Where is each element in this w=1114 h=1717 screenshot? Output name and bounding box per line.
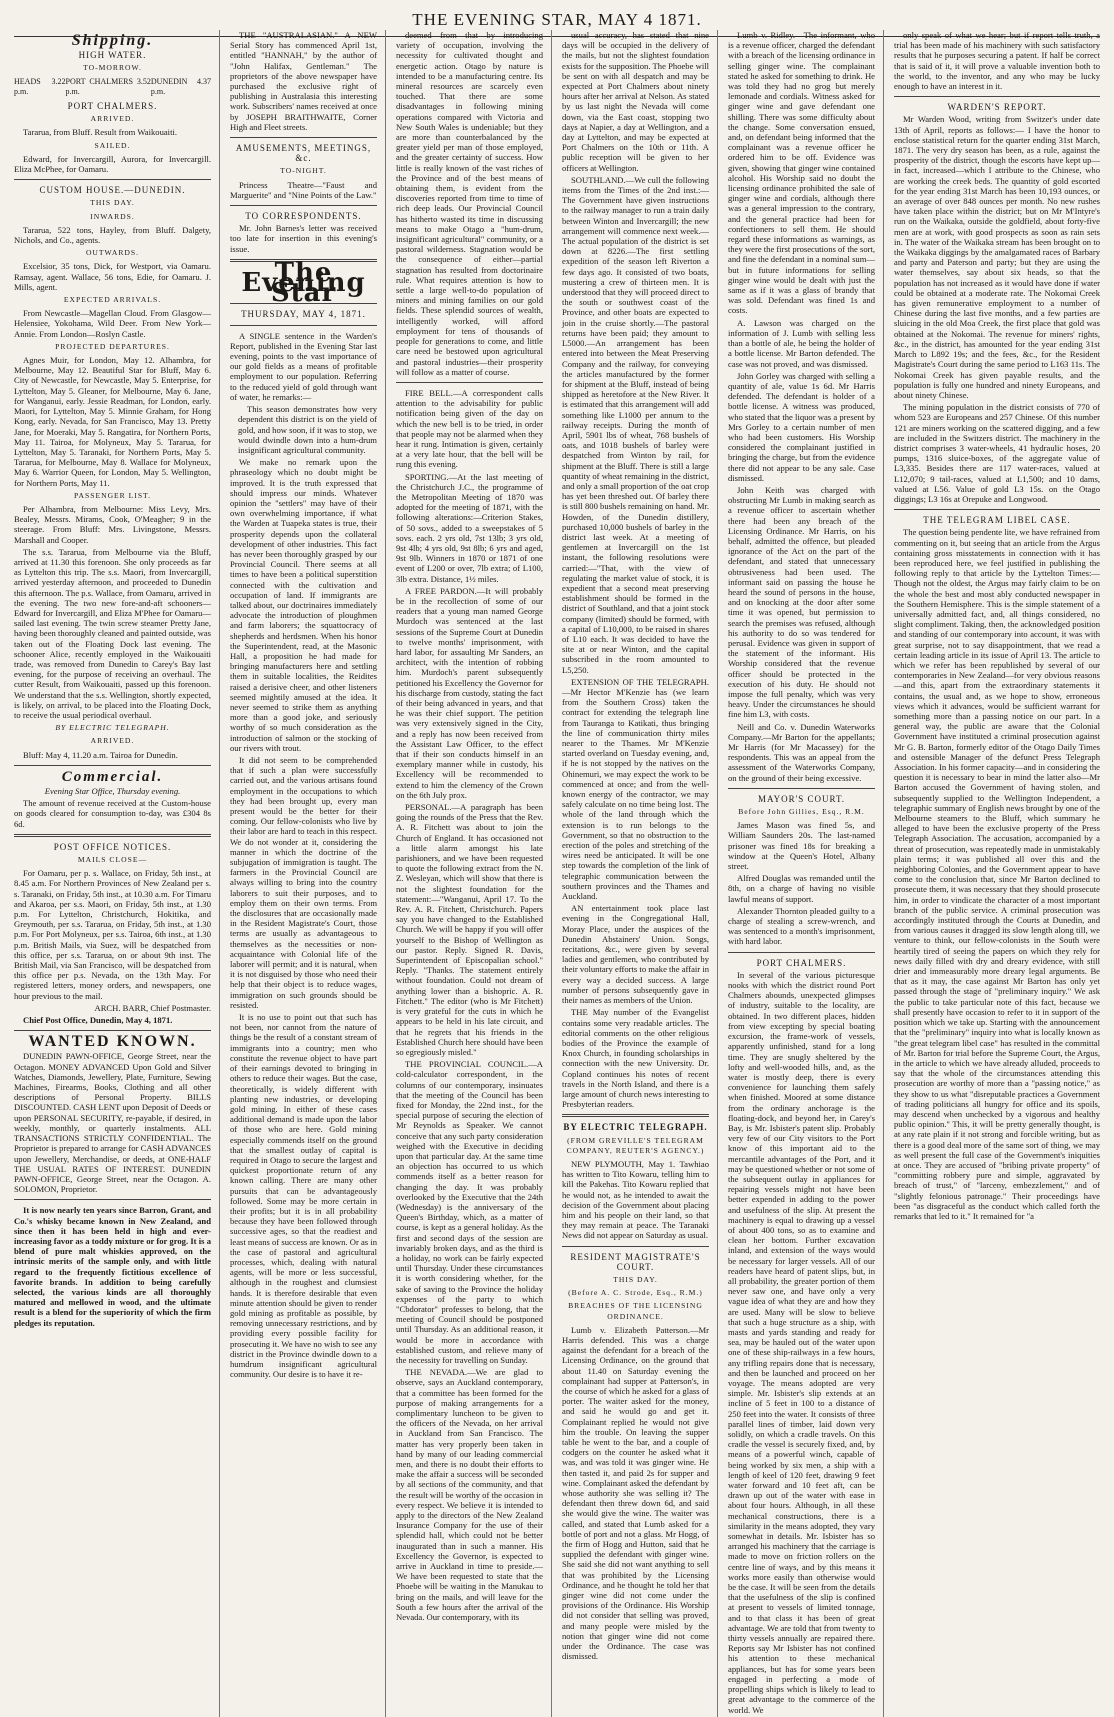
local-news-item: AN entertainment took place last evening in the Congregational Hall, Moray Place, under the auspices of the Dunedin Abstainers' Union. Songs, recitations, &c., were given by several ladies and gentlemen, who contributed by their voluntary efforts to make the affair in every way a decided success. A large number of persons subsequently gave in their names as members of the Union. — [562, 903, 709, 1006]
wanted-heading: WANTED KNOWN. — [28, 1033, 197, 1051]
tide-times — [14, 77, 211, 97]
divider — [14, 1199, 211, 1200]
passenger-text: Per Alhambra, from Melbourne: Miss Levy, Mrs. Bealey, Messrs. Mirams, Cook, O'Meagher; 9 in the steerage. From Bluff: Mrs. Livingstone, Messrs. Marshall and Cooper. — [14, 503, 211, 545]
port-chalmers-continued: only speak of what we hear; but if report tells truth, a trial has been made of his machinery with such satisfactory results that he purposes securing a patent. If half be correct that is said of it, it will prove a valuable invention both to the world, to the inventor, and any who may be lucky enough to have an interest in it. — [894, 30, 1100, 92]
sailed-label: SAILED. — [94, 140, 131, 150]
dateline: THURSDAY, MAY 4, 1871. — [241, 309, 366, 320]
divider — [14, 765, 211, 766]
divider — [728, 952, 875, 953]
telegraph-source: (FROM GREVILLE'S TELEGRAM COMPANY, REUTER'S AGENCY.) — [566, 1135, 705, 1155]
local-news-item: SPORTING.—At the last meeting of the Christchurch J.C., the programme of the Metropolitan Meeting of 1870 was adopted for the meeting of 1871, with the following alterations:—Criterion Stakes, of 50 sovs., added to a sweepstakes of 5 sovs. each. 2 yrs old, 7st 13lb; 3 yrs old, 9st 4lb; 4 yrs old, 9st 8lb; 6 yrs and aged, 9st 9lb. Winners in 1870 or 1871 of one event of L200 or over, 7lb extra; of L100, 3lb extra. Distance, 1½ miles. — [396, 471, 543, 584]
court-item: John Keith was charged with obstructing Mr Lumb in making search as a revenue officer to ascertain whether there had been any breach of the Licensing Ordinance. Mr Harris, on his behalf, admitted the offence, but pleaded ignorance of the Act on the part of the defendant, and stated that unnecessary obtrusiveness had been used. The informant said on passing the house he heard the sound of persons in the house, and on knocking at the door after some time it was opened, but permission to search the premises was refused, although his authority to do so was tendered for perusal. Evidence was given in support of the statement of the informant. His Worship considered that the revenue officer should be protected in the execution of his duty. He should not impose the full penalty, which was very heavy. Under the circumstances he should fine him L3, with costs. — [728, 484, 875, 720]
arrived-label: ARRIVED. — [90, 114, 135, 124]
correspondents-text: Mr. John Barnes's letter was received too late for insertion in this evening's issue. — [230, 223, 377, 254]
court-item: John Gorley was charged with selling a quantity of ale, value 1s 6d. Mr Harris defended. The defendant is holder of a bottle license. A witness was produced, who stated that the liquor was a present by Mrs Gorley to a certain number of men who had been customers. His Worship considered the complainant justified in bringing the charge, but from the evidence there did not appear to be any sale. Case dismissed. — [728, 370, 875, 483]
column-1 — [14, 30, 220, 1717]
masthead: THE EVENING STAR, MAY 4 1871. — [14, 0, 1100, 37]
expected-text: From Newcastle—Magellan Cloud. From Glasgow—Helensiee, Yokohama, Wild Deer. From New York—Annie. From London—Roslyn Castle. — [14, 308, 211, 339]
divider — [230, 137, 377, 138]
telegraph-text: NEW PLYMOUTH, May 1. Tawhiao has written to Tito Kowaru, telling him to kill the Pakehas. Tito Kowaru replied that he would not, as he intended to await the decision of the Government about placing him and his people on their land, so that they may remain at peace. The Taranaki News did not appear on Saturday as usual. — [562, 1158, 709, 1241]
nameplate: The Evening Star — [241, 257, 366, 309]
divider — [14, 1030, 211, 1031]
warden-heading: WARDEN'S REPORT. — [947, 102, 1047, 113]
projected-label: PROJECTED DEPARTURES. — [55, 341, 170, 351]
warden-text: Mr Warden Wood, writing from Switzer's under date 13th of April, reports as follows:— I have the honor to enclose statistical return for the quarter ending 31st March, 1871. The very dry season has been, as a rule, against the prosperity of the district, though the escorts have kept up—in fact, increased—which I attribute to the Chinese, who are working the creek beds. The quantity of gold escorted for the year ending 31st March has been 10,193 ounces, or an average of over 848 ounces per month. No new rushes have taken place within the district; but on Mr M'Intyre's run on the Waikaka, outside the goldfield, about forty-five men are at work, with good prospects as soon as rain sets in. The water of the Waikaka stream has been brought on to the Waikaka diggings by the amalgamated races of Barbary and party and Paterson and party; but they are using the water themselves, say about six heads, so that the population has not increased as it would have done if water could be obtained at a moderate rate. The Nokomai Creek has given remunerative employment to a number of Chinese during the last five months, and a few parties are sluicing in the old Moa Creek, the first place that gold was obtained at the Nokomai. The revenue for miners' rights, &c., in the district, has amounted for the year ending 31st March to L892 19s; and the fees, &c., for the Resident Magistrate's Court during the same period to L163 11s. The Nokomai Creek has given payable results, and the population is fully one hundred and ninety Europeans, and about ninety Chinese. — [894, 114, 1100, 400]
editorial-paragraph: deemed from that by introducing variety of occupation, involving the necessity for cultivated thought and energetic action. Otago by nature is intended to be a manufacturing centre. Its mineral resources are scarcely even touched. That there are some disadvantages in following mining operations compared with Victoria and New South Wales is undeniable; but they are more than counterbalanced by the greater yield per man of those employed, and the greater certainty of success. How little is really known of the vast riches of the Province and of the best means of obtaining them, is evident from the discoveries reported from time to time of rich deep leads. Our Provincial Council has hitherto wasted its time in discussing means to make Otago a "hum-drum, insignificant agricultural" community, or a pastoral wilderness. Stagnation would be the consequence of either—partial stagnation has resulted from doctorinaire rule. What requires attention is how to settle a large well-to-do population of miners and mining families on our gold fields. These splendid sources of wealth, intelligently worked, will afford employment for tens of thousands of people for generations to come, and little care need be bestowed upon agricultural and pastoral industries—their prosperity will follow as a matter of course. — [396, 30, 543, 377]
local-news-item: THE NEVADA.—We are glad to observe, says an Auckland contemporary, that a committee has been formed for the purpose of making arrangements for a complimentary luncheon to be given to the officers of the Nevada, on her arrival in Auckland from San Francisco. The matter has very properly been taken in hand by many of our leading commercial men, and there is no doubt their efforts to make the affair a success will be seconded by all sections of the community, and that the result will be worthy of the occasion in every respect. We believe it is intended to apply to the directors of the New Zealand Insurance Company for the use of their splendid hall, which could not be better inaugurated than in such a manner. His Excellency the Governor, is expected to arrive in Auckland in time to preside.—We have been requested to state that the Phoebe will be waiting in the Manukau to bring on the mails, and will leave for the South a few hours after the arrival of the Nevada. Our contemporary, with its — [396, 1367, 544, 1623]
high-water-heading: HIGH WATER. — [78, 50, 147, 61]
outwards-text: Excelsior, 35 tons, Dick, for Westport, via Oamaru. Ramsay, agent. Wallace, 56 tons, Edie, for Oamaru. J. Mills, agent. — [14, 261, 211, 292]
court-item: Alfred Douglas was remanded until the 8th, on a charge of having no visible lawful means of support. — [728, 873, 875, 904]
court-item: Lumb v. Ridley.—The informant, who is a revenue officer, charged the defendant with a breach of the licensing ordinance in selling ginger wine. The complainant stated he asked for something to drink. He was told they had no grog but merely lemonade and cordials. Witness asked for ginger wine and gave defendant one shilling. There was some difficulty about the change. Some conversation ensued, and, on defendant being informed that the complainant was a revenue officer he ordered him to be off. Evidence was given, showing that ginger wine contained alcohol. His Worship said no doubt the licensing ordinance prohibited the sale of ginger wine and cordials, although there was a general impression to the contrary, and the general practice had been for confectioners to sell them. He should regard these informations as warnings, as they were the first prosecutions of the sort, and fine the defendant in a nominal sum—but in future informations for selling ginger wine would be dealt with just the same as if it was a glass of brandy that was sold. Defendant was fined 1s and costs. — [728, 30, 876, 316]
local-news-item: THE PROVINCIAL COUNCIL.—A cold-calculator correspondent, in the columns of our contemporary, insinuates that the meeting of the Council has been fixed for Monday, the 22nd inst., for the special purpose of securing the election of Mr Reynolds as Speaker. We cannot conceive that any such party consideration weighed with the Executive in deciding upon that particular day. At the same time an objection has occurred to us which commends itself as a better reason for changing the day. It was probably overlooked by the Executive that the 24th (Wednesday) is the anniversary of the Queen's Birthday, which, as a matter of course, is kept as a general holiday. As the first and second days of the session are invariably broken days, and as the third is a holiday, no work can be fairly expected until Thursday. Under these circumstances it is worth considering whether, for the sake of saving to the Province the holiday expenses of the party to which "Cbdorator" professes to belong, that the meeting of Council should be postponed until Thursday. As an additional reason, it would be more in accordance with established custom, and relieve many of the necessity for travelling on Sunday. — [396, 1059, 543, 1365]
divider — [230, 325, 377, 326]
divider — [562, 1246, 709, 1247]
divider — [894, 96, 1100, 97]
post-office-footer: Chief Post Office, Dunedin, May 4, 1871. — [23, 1015, 173, 1026]
local-news-item: SOUTHLAND.—We cull the following items from the Times of the 2nd inst.:—The Government have given instructions to the railway manager to run a train daily between Winton and Invercargill; the new arrangement will commence next week.—The actual population of the district is set down at 8226.—The first settling expedition of the season left Riverton a few days ago. It consisted of two boats, mustering a crew of thirteen men. It is understood that they will proceed direct to the south or southwest coast of the Province, and other boats are expected to join in the cruise shortly.—The pastoral returns have been paid; they amount to L5000.—An arrangement has been entered into between the Meat Preserving Company and the railway, for conveying the articles manufactured by the former for shipment at the Bluff, instead of being shipped as heretofore at the New River. It is estimated that this arrangement will add something like L1000 per annum to the railway receipts. During the month of April, 5901 lbs of wheat, 768 bushels of oats, and 1018 bushels of barley were despatched from Winton by rail, for shipment at the Bluff. There is still a large quantity of wheat remaining in the district, and only a small proportion of the oat crop has yet been threshed out. Of barley there is still 800 bushels remaining on hand. Mr. Howden, of the Dunedin distillery, purchased 10,000 bushels of barley in the district last week. At a meeting of gentlemen at Invercargill on the 1st instant, the following resolutions were carried:—"That, with the view of regulating the market value of stock, it is expedient that a second meat preserving establishment should be formed in the district of Southland, and that a joint stock company (limited) should be formed, with a capital of L10,000, to be raised in shares of L10 each. It was decided to have the site at or near Winton, and the capital subscribed in the room amounted to L5,250. — [562, 174, 710, 675]
post-office-heading: POST OFFICE NOTICES. — [53, 841, 172, 852]
local-news-item: FIRE BELL.—A correspondent calls attention to the advisability for public notification being given of the day on which the new bell is to be tried, in order that people may not be alarmed when they hear it rung. Intimation is given, certainly at a very late hour, that the bell will be rung this evening. — [396, 387, 543, 470]
port-chalmers-text: In several of the various picturesque nooks with which the district round Port Chalmers abounds, unexpected glimpses of industry, suitable to the locality, are obtained. In two different places, hidden from view excepting by special boating excursion, the frame-work of vessels, apparently unfinished, stand for a long time. They are snugly sheltered by the lofty and well-wooded hills, and, as the water is mostly deep, there is every convenience for launching them safely when finished. Moored at some distance from the ordinary anchorage is the floating-dock, and beyond her, in Carey's Bay, is Mr. Isbister's patent slip. Probably very few of our City visitors to the Port know of this important aid to the mercantile advantages of the Port, and it may be questioned whether or not some of the subsequent outlay in appliances for repairing vessels might not have been better expended in adding to the power and usefulness of the slip. At present the machinery is equal to drawing up a vessel of about 400 tons, so as to examine and clean her bottom. Further excavation inland, and extension of the ways would be necessary for larger vessels. All of our readers have heard of patent slips, but, in all probability, the greater portion of them never saw one, and have only a very vague idea of what they are and how they are used. Many will be slow to believe that such a huge structure as a ship, with masts and yards standing and ready for sea, may be hauled out of the water upon one of these ship-railways in a few hours, any trifling repairs done that is necessary, and then be launched and proceed on her voyage. The means adopted are very simple. Mr. Isbister's slip extends at an incline of 5 feet in 100 to a distance of 250 feet into the water. It consists of three parallel lines of timber, laid down very solidly, on which a cradle travels. On this cradle the vessel is securely fixed, and, by means of a powerful winch, capable of being worked by six men, a ship with a length of keel of 120 feet, drawing 9 feet water forward and 10 feet aft, can be drawn up out of the water with ease in about four hours. Although, in all these mechanical constructions, there is a similarity in the means adopted, they vary somewhat in details. Mr. Isbister has so arranged his machinery that the carriage is made to move on friction rollers on the centre line of ways, and by this means it works more easily than otherwise would be the case. It will be seen from the details that the usefulness of the slip is confined at present to vessels of limited tonnage, and to that class it has been of great advantage. We are told that from twenty to thirty vessels annually are repaired there. Reports say Mr Isbister has not confined his attention to these mechanical appliances, but has for some years been engaged in perfecting a mode of propelling ships which is likely to lead to great advantage to the commerce of the world. We — [728, 969, 875, 1715]
telegraph-arrived-label: ARRIVED. — [90, 736, 135, 746]
shipping-news: The s.s. Tararua, from Melbourne via the Bluff, arrived at 11.30 this forenoon. She only proceeds as far as Lyttelton this trip. The s.s. Maori, from Invercargill, arrived yesterday afternoon, and proceeded to Dunedin this afternoon. The p.s. Wallace, from Oamaru, arrived in the evening. The two new fore-and-aft schooners—Edward for Invercargill, and Eliza M'Phee for Oamaru—sailed last evening. The twin screw steamer Pretty Jane, having been thoroughly cleaned and painted outside, was taken out of the Floating Dock last evening. The schooner Alice, recently employed in the Waikouaiti trade, was removed from Dunedin to Carey's Bay last evening, for the purpose of receiving an overhaul. The cutter Result, from Waikouaiti, passed up this forenoon. We understand that the s.s. Wellington, shortly expected, is likely, on arrival, to be placed into the Floating Dock, to receive the usual periodical overhaul. — [14, 546, 211, 720]
australasian-ad: THE "AUSTRALASIAN." A NEW Serial Story has commenced April 1st, entitled "HANNAH," by the author of "John Halifax, Gentleman." The proprietors of the above newspaper have purchased the exclusive right of publishing in Australasia this interesting work. Subscribers' names received at once by JOSEPH BRAITHWAITE, Corner High and Fleet streets. — [230, 30, 377, 132]
editorial-paragraph: This season demonstrates how very dependent this district is on the yield of gold, and how soon, if it was to stop, we would dwindle down into a hum-drum insignificant agricultural community. — [238, 404, 377, 455]
column-5 — [728, 30, 884, 1717]
divider — [894, 509, 1100, 510]
editorial-paragraph: It is no use to point out that such has not been, nor cannot from the nature of things be the result of a constant stream of immigrants into a country; men who constitute the revenue object to have part of their earnings devoted to bringing in others to reduce their wages. But the case, theoretically, is widely different with planting new industries, or developing gold mining. In either of these cases additional demand is made upon the labor of those who are here. Gold mining especially commends itself on the ground that the smallest outlay of capital is required in Otago to secure the largest and quickest proportionate return of any known calling. There are many other pursuits that can be advantageously followed. Some may be more certain in their profits; but it is in all probability because they have been followed through successive ages, so that the readiest and least means of success are known. Or as in the case of pastoral and agricultural processes, which, dealing with natural agents, will be more or less successful, although in the roughest and clumsiest hands. It is therefore desirable that even minute attention should be given to render gold mining as profitable as possible, by removing unnecessary restrictions, and by providing every possible facility for prosecuting it. We have no wish to see any district in the Province dwindle down to a humdrum insignificant agricultural community. Our desire is to have it re- — [230, 1012, 377, 1380]
port-heading: PORT CHALMERS. — [67, 101, 158, 112]
editorial-paragraph: We make no remark upon the phraseology which no doubt might be improved. It is the truth expressed that should impress our minds. Whatever opinion the "settlers" may have of their own overwhelming importance, if what the Warden at Tuapeka states is true, their prosperity depends upon the collateral development of other industries. This fact has never been thoroughly grasped by our Provincial Council. There seems at all times to have been a political superstition connected with the cultivation and occupation of land. If immigrants are talked about, our doctrinaires immediately advocate the introduction of ploughmen and farm laborers; the squattocracy of shepherds and herdsmen. When his honor the Superintendent, read, at the Masonic Hall, a proposition he had made for bringing manufacturers here and settling them in suitable localities, the Reidites raised a derisive cheer, and other listeners seemed mightily amused at the idea. It never seemed to strike them as anything more than a good joke, and seriously worthy of so much consideration as the introduction of salmon or the stocking of our rivers with trout. — [230, 457, 377, 753]
divider — [14, 834, 211, 837]
court-item: Neill and Co. v. Dunedin Waterworks Company.—Mr Barton for the appellants; Mr Harris (for Mr Macassey) for the respondents. This was an appeal from the assessment of the Waterworks Company, on the ground of their being excessive. — [728, 721, 875, 783]
post-office-signature: ARCH. BARR, Chief Postmaster. — [94, 1002, 211, 1013]
inwards-label: INWARDS. — [90, 211, 135, 221]
columns — [14, 30, 1100, 1715]
sailed-text: Edward, for Invercargill, Aurora, for Invercargill. Eliza McPhee, for Oamaru. — [14, 153, 211, 175]
local-news-item: PERSONAL.—A paragraph has been going the rounds of the Press that the Rev. A. R. Fitchett was about to join the Church of England. It has occasioned not a little alarm amongst his late parishioners, and we have been requested to quote the following extract from the N. Z. Wesleyan, which will show that there is not the slightest foundation for the statement:—"Wanganui, April 17. To the Rev. A. R. Fitchett, Christchurch. Papers say you have changed to the Established Church. We will be happy if you will offer yourself to the Bishop of Wellington as our pastor. Reply. Signed R. Davis, Superintendent of Episcopalian school." Reply. "Thanks. The statement entirely without foundation. Could not dream of anything lower than a bishopric. A. R. Fitchett." The editor (who is Mr Fitchett) is very grateful for the cuts in which he appears to be held in his late circuit, and that he regrets that his friends in the Established Church here should have been so egregiously misled." — [396, 802, 543, 1057]
libel-heading: THE TELEGRAM LIBEL CASE. — [923, 515, 1071, 526]
tide-heads: HEADS 3.22 p.m. — [14, 76, 66, 96]
telegraph-ship-text: Bluff: May 4, 11.20 a.m. Tairoa for Dunedin. — [23, 749, 178, 760]
passenger-label: PASSENGER LIST. — [73, 490, 152, 500]
court-item: A. Lawson was charged on the information of J. Lumb with selling less than a bottle of ale, he being the holder of a bottle license. Mr Barton defended. The case was not proved, and was dismissed. — [728, 317, 875, 369]
divider — [14, 179, 211, 180]
column-3 — [396, 30, 552, 1717]
whisky-ad: It is now nearly ten years since Barron, Grant, and Co.'s whisky became known in New Zealand, and since then it has been held in high and ever-increasing favor as a toddy mixture or for grog. It is a blend of pure malt whiskies approved, on the intrinsic merits of the sample only, and with little regard to the frequently fictitious excellence of favorite brands. In addition to being carefully selected, the various kinds are all thoroughly matured and mellowed in wood, and the ultimate result is a blend for the superiority of which the firm pledges its reputation. — [14, 1205, 211, 1328]
local-news-item: usual accuracy, has stated that nine days will be occupied in the delivery of the mails, but not the slightest foundation exists for the supposition. The Phoebe will be sent on with all despatch and may be expected at Port Chalmers about ninety hours after her arrival at Nelson. As stated by us last night the Nevada will come down, via the East coast, stopping two days at Napier, a day at Wellington, and a day at Lyttelton, and may be expected at Port Chalmers on the 10th or 11th. A public reception will be given to her officers at Wellington. — [562, 30, 709, 173]
column-2 — [230, 30, 386, 1717]
wanted-text: DUNEDIN PAWN-OFFICE, George Street, near the Octagon. MONEY ADVANCED Upon Gold and Silver Watches, Diamonds, Jewellery, Plate, Furniture, Sewing Machines, Firearms, Books, Clothing and all other descriptions of Personal Property. BILLS DISCOUNTED. CASH LENT upon Deposit of Deeds or upon PERSONAL SECURITY, re-payable, if desired, in weekly, monthly, or quarterly instalments. ALL TRANSACTIONS STRICTLY CONFIDENTIAL. The Proprietor is prepared to arrange for CASH ADVANCES upon Jewellery, Merchandise, or deeds, at ONE-HALF THE USUAL RATES OF INTEREST. DUNEDIN PAWN-OFFICE, George Street, near the Octagon. A. SOLOMON, Proprietor. — [14, 1051, 211, 1195]
projected-text: Agnes Muir, for London, May 12. Alhambra, for Melbourne, May 12. Beautiful Star for Bluff, May 6. City of Newcastle, for Newcastle, May 5. Enterprise, for Lyttelton, May 5. Gleaner, for Melbourne, May 6. Jane, for Wanganui, early. Jessie Readman, for London, early. Maori, for Lyttelton, May 5. Minnie Graham, for Hong Kong, early. Nevada, for San Francisco, May 13. Pretty Jane, for Moeraki, May 5. Rangatira, for Northern Ports, May 11. Tairoa, for Molyneux, May 5. Tararua, for Lyttelton, May 5. Taranaki, for Northern Ports, May 5. Tararua, for Melbourne, May 8. Wallace for Molyneux, May 6. Warrior Queen, for London, May 5. Wellington, for Northern Ports, May 11. — [14, 355, 211, 488]
expected-label: EXPECTED ARRIVALS. — [63, 295, 162, 305]
commercial-heading: Commercial. — [61, 768, 164, 785]
divider — [728, 788, 875, 789]
telegraph-label: BY ELECTRIC TELEGRAPH. — [55, 723, 170, 733]
magistrate-text: Lumb v. Elizabeth Patterson.—Mr Harris defended. This was a charge against the defendant for a breach of the Licensing Ordinance, on the ground that about 11.40 on Saturday evening the complainant had supper at Patterson's, in the course of which he asked for a glass of porter. The waiter asked for the money, and said he would go and get it. Complainant replied he would not give him the trouble. On leaving the supper table he went to the bar, and a couple of codgers on the counter he asked what it was, and was told it was ginger wine. He then tasted it, and paid 2s for supper and wine. Complainant asked the defendant by whose authority she was selling it? The defendant then threw down 6d, and said she would give the wine. The waiter was called, and stated that Lumb asked for a bottle of port and not a glass. Mr Hogg, of the firm of Hogg and Hutton, said that he supplied the defendant with ginger wine. She said she did not want anything to sell that was prohibited by the Licensing Ordinance, and he thought he told her that ginger wine did not come under the provisions of the Ordinance. His Worship did not consider that selling was proved, and many people were misled by the notion that ginger wine did not come under the Ordinance. The case was dismissed. — [562, 1324, 709, 1662]
shipping-heading: Shipping. — [71, 32, 154, 49]
column-6 — [894, 30, 1100, 1717]
local-news-item: THE May number of the Evangelist contains some very readable articles. The editorial comments on the other religious bodies of the Province the example of Knox Church, in founding scholarships in connection with the new University. Dr. Copland continues his notes of recent travels in the North Island, and there is a large amount of church news interesting to Presbyterian readers. — [562, 1007, 709, 1110]
breaches-label: BREACHES OF THE LICENSING ORDINANCE. — [568, 1301, 703, 1321]
libel-text: The question being pendente lite, we have refrained from commenting on it, but seeing that an article from the Argus containing gross misstatements in connection with it has been reproduced here, we feel justified in publishing the following reply to that article by the Lyttelton Times:— Though not the oldest, the Argus may fairly claim to be on the whole the best and most ably conducted newspaper in the Southern Hemisphere. This is the simple statement of a universally admitted fact, and, all things considered, no slight compliment. Taking, then, the acknowledged position and standing of our contemporary into account, it was with great surprise, not to say disappointment, that we read a certain leading article in its issue of April 13. The article to which we refer has been republished by several of our contemporaries in New Zealand—for very obvious reasons—and this, apart from the extraordinary statements it contains, the usual and, as we hope to show, erroneous views which it advances, would be sufficient warrant for something more than a passing notice on our part. In a general way, the public are aware that the Colonial Government have instituted a criminal prosecution against Mr G. B. Barton, formerly editor of the Otago Daily Times and ostensible Manager of the defunct Press Telegraph Association. In his former capacity—and in considering the question it is necessary to bear in mind the latter also—Mr Barton accused the Government of having stolen, and subsequently supplied to the Wellington Independent, a telegraphic summary of English news brought by one of the Melbourne steamers to the Bluff, which summary he alleged to have been the exclusive property of the Press Telegraph Association. The accusation, accompanied by a threat of prosecution, was repeatedly made in unmistakably plain terms; it was published all over this and the neighboring Colonies, and the Government appear to have come to the conclusion that, since Mr Barton declined to prosecute them, it was necessary that they should prosecute him, in order to vindicate the character of a most important branch of the public service. A criminal prosecution was accordingly instituted through the Courts at Dunedin, and from various causes it dragged its slow length along till, we venture to think, our fellow-colonists in the South were heartily tired of seeing the papers on which they rely for news daily filled with dry and dreary evidence, with still drier and immeasurably more dreary legal arguments. Be that as it may, the case against Mr Barton has only yet passed through the stage of "preliminary inquiry." We ask the public to take particular note of this fact, because we shall presently have occasion to refer to it in support of the position which we take up. Starting with the announcement that the "preliminary" inquiry into what is locally known as "the great telegram libel case" has resulted in the committal of Mr. Barton for trial before the Supreme Court, the Argus, in the article to which we have already alluded, proceeds to say that the whole of the circumstances attending this prosecution are worthy of more than a "passing notice," as they show to us what "disreputable practices a Government of trading politicians all hungry for office and its spoils, may descend when unchecked by a vigorous and healthy public opinion." This, it will be pretty generally thought, is at any rate plain if it not strong and forcible writing, but as there is a good deal more of the same sort of thing, we may as well present the full case of the Government's iniquities at once. They are accused of "bribing private property" of "committing robbery pure and simple, aggravated by breach of trust," of "larceny, embezzlement," and of "slightly felonious patronage." Their proceedings have been "as disgraceful as the conduct which called forth the remarks that led to it." It remained for "a — [894, 527, 1100, 1221]
editorial-paragraph: A SINGLE sentence in the Warden's Report, published in the Evening Star last evening, points to the vast importance of our gold fields as a means of profitable employment to our population. Referring to the reduced yield of gold through want of water, he remarks:— — [230, 330, 377, 402]
magistrate-day: THIS DAY. — [613, 1274, 658, 1284]
inwards-text: Tararua, 522 tons, Hayley, from Bluff. Dalgety, Nichols, and Co., agents. — [14, 224, 211, 246]
commercial-text: The amount of revenue received at the Custom-house on goods cleared for consumption to-day, was £304 8s 6d. — [14, 798, 211, 829]
post-office-text: For Oamaru, per p. s. Wallace, on Friday, 5th inst., at 8.45 a.m. For Northern Provinces of New Zealand per s. s. Taranaki, on Friday, 5th inst., at 10.30 a.m. For Timaru and Akaroa, per s.s. Maori, on Friday, 5th inst., at 1.30 p.m. For Lyttelton, Christchurch, Hokitika, and Greymouth, per s.s. Tararua, on Friday, 5th inst., at 1.30 p.m. For Port Molyneux, per s.s. Tairoa, 6th inst., at 1.30 p.m. British Mails, via Suez, will be despatched from this office, per s.s. Tararua, on or about 9th inst. The British Mail, via San Francisco, will be despatched from this office per p.s. Nevada, on the 13th May. For registered letters, money orders, and newspapers, one hour previous to the mail. — [14, 868, 211, 1001]
magistrate-heading: RESIDENT MAGISTRATE'S COURT. — [570, 1251, 701, 1272]
mayors-court-heading: MAYOR'S COURT. — [757, 793, 846, 804]
commercial-office: Evening Star Office, Thursday evening. — [44, 786, 181, 796]
this-day-label: THIS DAY. — [90, 198, 135, 208]
local-news-item: EXTENSION OF THE TELEGRAPH.—Mr Hector M'Kenzie has (we learn from the Southern Cross) taken the contract for extending the telegraph line from Tauranga to Katikati, thus bringing the line of communication thirty miles nearer to the Thames. Mr M'Kenzie started overland on Tuesday evening, and, if he is not stopped by the natives on the Ohinemuri, we may expect the work to be commenced at once; and from the well-known energy of the contractor, we may safely calculate on no time being lost. The whole of the land through which the extension is to run belongs to the Government, so that no obstruction to the erection of the poles and stretching of the wires need be anticipated. It will be one step towards the completion of the link of telegraphic communication between the southern provinces and the Thames and Auckland. — [562, 676, 709, 902]
editorial-paragraph: It did not seem to be comprehended that if such a plan were successfully carried out, and the various artisans found employment in the occupations to which they had been brought up, every man present would be the better for their coming. Our fellow-colonists who live by their labor are hard to teach in this respect. We do not wonder at it, considering the manner in which the doctrine of the subjugation of immigration is taught. The farmers in the Provincial Council are always willing to bring into the country laborers to suit their purposes, and to employ them on their own terms. From the disclosures that are occasionally made in the Resident Magistrate's Court, those terms are usually as advantageous to themselves as the necessities or non-acquaintance with Colonial life of the laborer will permit; and it is natural, when it is not disguised by those who need their help that their object is to reduce wages, immigration on such grounds should be resisted. — [230, 755, 377, 1010]
column-4 — [562, 30, 718, 1717]
divider — [396, 382, 543, 383]
tomorrow-label: TO-MORROW. — [83, 63, 142, 73]
court-item: James Mason was fined 5s, and William Saunders 20s. The last-named prisoner was fined 18s for breaking a window at the Queen's Hotel, Albany street. — [728, 820, 875, 872]
arrived-text: Tararua, from Bluff. Result from Waikouaiti. — [23, 127, 177, 138]
amusements-text: Princess Theatre—"Faust and Marguerite" and "Nine Points of the Law." — [230, 179, 377, 200]
correspondents-heading: TO CORRESPONDENTS. — [245, 211, 362, 222]
court-item: Alexander Thornton pleaded guilty to a charge of stealing a screw-wrench, and was sentenced to a month's imprisonment, with hard labor. — [728, 905, 875, 947]
tonight-label: TO-NIGHT. — [280, 166, 327, 176]
customs-heading: CUSTOM HOUSE.—DUNEDIN. — [39, 185, 186, 196]
port-chalmers-heading: PORT CHALMERS. — [756, 957, 847, 968]
amusements-heading: AMUSEMENTS, MEETINGS, &c. — [235, 143, 372, 164]
mails-close-label: MAILS CLOSE— — [77, 855, 148, 865]
outwards-label: OUTWARDS. — [85, 248, 140, 258]
mayors-court-bench: Before John Gillies, Esq., R.M. — [738, 807, 865, 817]
divider — [230, 205, 377, 206]
tide-dunedin: DUNEDIN 4.37 p.m. — [150, 76, 211, 96]
local-news-item: A FREE PARDON.—It will probably be in the recollection of some of our readers that a young man named George Murdoch was sentenced at the last sessions of the Supreme Court at Dunedin to twelve months' imprisonment, with hard labor, for assaulting Mr Sanders, an architect, with the intention of robbing him. Murdoch's parent subsequently petitioned his Excellency the Governor for his discharge from custody, stating the fact of their being advanced in years, and that he was their chief support. The petition was very extensively signed in the City, and a reply has now been received from the Assistant Law Officer, to the effect that if their son conducts himself in an exemplary manner while in custody, his Excellency will be recommended to extend to him the clemency of the Crown on the 6th July prox. — [396, 585, 544, 800]
tide-port: PORT CHALMERS 3.52 p.m. — [65, 76, 151, 96]
warden-text-2: The mining population in the district consists of 770 of whom 523 are Europeans and 257 Chinese. Of this number 121 are miners working on the scattered digging, and a few are included in the Switzers district. The machinery in the district comprises 3 water-wheels, 41 hydraulic hoses, 20 pumps, 1316 sluice-boxes, of the aggregate value of L3,335. Besides there are 117 water-races, valued at L12,070; 9 tail-races, valued at L1,500; and 10 dams, valued at L56. Value of gold L3 15s. on the Otago diggings; L3 16s at Orepuke and Longwood. — [894, 402, 1100, 504]
divider — [562, 1114, 709, 1117]
magistrate-bench: (Before A. C. Strode, Esq., R.M.) — [568, 1288, 703, 1298]
telegraph-heading: BY ELECTRIC TELEGRAPH. — [563, 1122, 708, 1133]
